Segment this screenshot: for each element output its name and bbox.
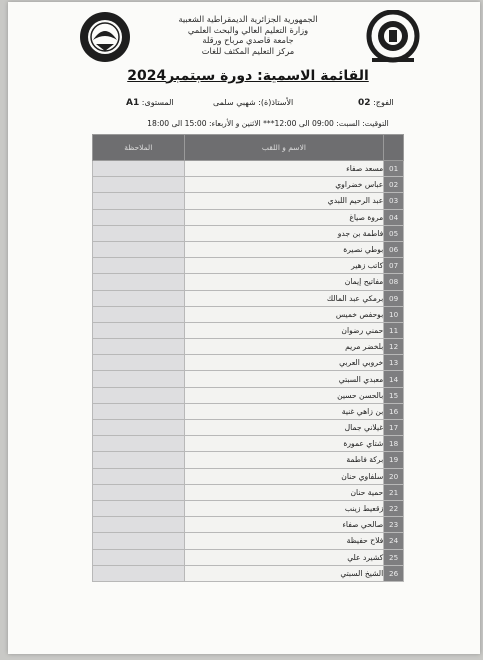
page-title: القائمة الاسمية: دورة سبتمبر2024 (127, 68, 369, 84)
student-name: فاطمة بن جدو (184, 225, 384, 241)
note-cell (93, 258, 185, 274)
table-row (93, 452, 404, 468)
row-number: 03 (384, 193, 404, 209)
note-cell (93, 161, 185, 177)
note-cell (93, 387, 185, 403)
note-cell (93, 403, 185, 419)
table-row (93, 177, 404, 193)
center-logo-icon (366, 10, 420, 64)
row-number: 22 (384, 500, 404, 516)
university-logo-icon (78, 10, 132, 64)
table-row (93, 339, 404, 355)
row-number: 02 (384, 177, 404, 193)
student-name: كشيرد علي (184, 549, 384, 565)
row-number: 18 (384, 436, 404, 452)
row-number: 23 (384, 517, 404, 533)
group-value: 02 (358, 98, 371, 108)
level-value: A1 (126, 98, 140, 108)
student-name: مروة صياغ (184, 209, 384, 225)
row-number: 07 (384, 258, 404, 274)
table-row (93, 517, 404, 533)
student-name: معبدي السبتي (184, 371, 384, 387)
student-name: زقعيط زينب (184, 500, 384, 516)
row-number: 05 (384, 225, 404, 241)
note-cell (93, 420, 185, 436)
row-number: 01 (384, 161, 404, 177)
note-cell (93, 436, 185, 452)
table-row (93, 290, 404, 306)
student-name: حمني رضوان (184, 322, 384, 338)
student-name: سلفاوي حنان (184, 468, 384, 484)
group-info (358, 98, 394, 108)
note-cell (93, 468, 185, 484)
level-label: المستوى: (141, 98, 174, 107)
table-row (93, 193, 404, 209)
student-name: بلخضر مريم (184, 339, 384, 355)
table-row (93, 549, 404, 565)
table-row (93, 241, 404, 257)
note-cell (93, 241, 185, 257)
header-line-ministry: وزارة التعليم العالي والبحث العلمي (187, 24, 309, 35)
table-row (93, 468, 404, 484)
teacher-info: الأستاذ(ة): شهبي سلمى (213, 98, 294, 107)
row-number: 15 (384, 387, 404, 403)
table-row (93, 436, 404, 452)
row-number: 16 (384, 403, 404, 419)
table-row (93, 306, 404, 322)
note-cell (93, 290, 185, 306)
student-name: بالحسن حسين (184, 387, 384, 403)
student-name: بوحفص خميس (184, 306, 384, 322)
row-number: 12 (384, 339, 404, 355)
table-row (93, 420, 404, 436)
note-cell (93, 322, 185, 338)
note-cell (93, 549, 185, 565)
number-column-header (384, 135, 404, 161)
level-info (126, 98, 174, 108)
student-name: عباس خضراوي (184, 177, 384, 193)
student-name: خروبي العربي (184, 355, 384, 371)
row-number: 14 (384, 371, 404, 387)
student-name: فلاح حفيظة (184, 533, 384, 549)
note-cell (93, 193, 185, 209)
student-name: حمية حنان (184, 484, 384, 500)
note-cell (93, 306, 185, 322)
table-row (93, 322, 404, 338)
row-number: 04 (384, 209, 404, 225)
table-row (93, 371, 404, 387)
row-number: 26 (384, 565, 404, 581)
table-row (93, 500, 404, 516)
row-number: 17 (384, 420, 404, 436)
row-number: 24 (384, 533, 404, 549)
note-cell (93, 274, 185, 290)
note-cell (93, 209, 185, 225)
note-cell (93, 533, 185, 549)
note-cell (93, 484, 185, 500)
table-row (93, 484, 404, 500)
header-line-university: جامعة قاصدي مرباح ورقلة (202, 35, 294, 45)
table-row (93, 274, 404, 290)
header-line-republic: الجمهورية الجزائرية الديمقراطية الشعبية (178, 14, 318, 24)
table-row (93, 161, 404, 177)
note-cell (93, 225, 185, 241)
student-name: غيلاني جمال (184, 420, 384, 436)
student-name: شتاي عمورة (184, 436, 384, 452)
note-cell (93, 452, 185, 468)
name-column-header: الاسم و اللقب (184, 135, 384, 161)
table-row (93, 258, 404, 274)
note-cell (93, 565, 185, 581)
schedule-line: التوقيت: السبت: 09:00 الى 12:00*** الاثنين و الأربعاء: 15:00 الى 18:00 (147, 119, 389, 128)
group-label: الفوج: (373, 98, 394, 107)
table-row (93, 533, 404, 549)
student-name: عبد الرحيم اللبدي (184, 193, 384, 209)
note-column-header: الملاحظة (93, 135, 185, 161)
row-number: 09 (384, 290, 404, 306)
row-number: 19 (384, 452, 404, 468)
note-cell (93, 500, 185, 516)
table-header-row (93, 135, 404, 161)
student-name: الشيخ السبتي (184, 565, 384, 581)
student-name: مفاتيح إيمان (184, 274, 384, 290)
table-row (93, 387, 404, 403)
student-name: بوطي نصيرة (184, 241, 384, 257)
row-number: 25 (384, 549, 404, 565)
row-number: 06 (384, 241, 404, 257)
table-row (93, 403, 404, 419)
table-row (93, 565, 404, 581)
student-name: مسعد صفاء (184, 161, 384, 177)
note-cell (93, 517, 185, 533)
row-number: 13 (384, 355, 404, 371)
row-number: 21 (384, 484, 404, 500)
row-number: 10 (384, 306, 404, 322)
table-row (93, 225, 404, 241)
note-cell (93, 177, 185, 193)
note-cell (93, 371, 185, 387)
institution-header (148, 14, 348, 56)
row-number: 08 (384, 274, 404, 290)
row-number: 20 (384, 468, 404, 484)
row-number: 11 (384, 322, 404, 338)
roster-body (93, 161, 404, 582)
student-name: كاتب زهير (184, 258, 384, 274)
student-name: برمكي عبد المالك (184, 290, 384, 306)
note-cell (93, 355, 185, 371)
student-name: صالحي صفاء (184, 517, 384, 533)
student-roster-table (92, 134, 404, 582)
note-cell (93, 339, 185, 355)
table-row (93, 355, 404, 371)
header-line-center: مركز التعليم المكثف للغات (201, 45, 295, 56)
student-name: بركة فاطمة (184, 452, 384, 468)
table-row (93, 209, 404, 225)
student-name: بن زاهي غنية (184, 403, 384, 419)
